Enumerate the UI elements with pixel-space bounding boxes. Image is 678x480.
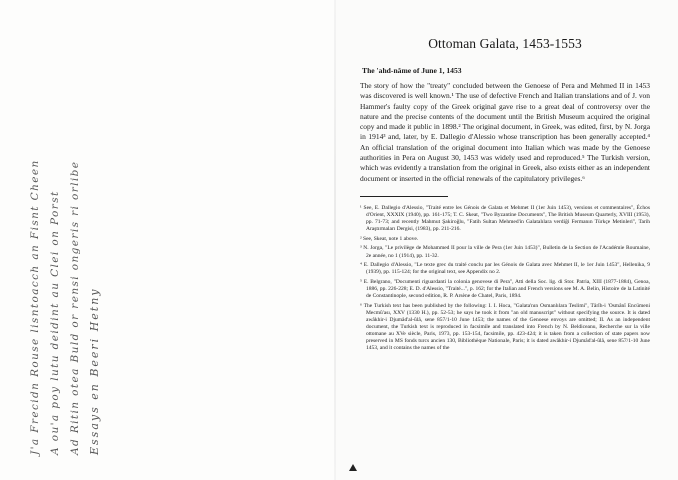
footnote: ³ N. Jorga, "Le privilège de Mohammed II pour la ville de Pera (1er Juin 1453)", Bulletin de la Section de l'Académie Roumaine, 2e année, no 1 (1914), pp. 11-32. [360,245,650,259]
page-content [360,36,650,355]
footnotes [360,205,650,352]
page-title: Ottoman Galata, 1453-1553 [428,36,582,51]
handwritten-line: A ou'a poy lutu deidint au Clei on Porst [49,190,61,455]
footnote: ⁶ The Turkish text has been published by the following: I. I. Hoca, "Galata'nın Osmanlılara Teslimi", Târîh-i 'Osmânî Encümeni Mecmû'ası, XXV (1330 H.), pp. 52-53; he says he took it from "an old manuscript" without specifying the source. It is dated awâkhir-i Djumâd'al-ûlâ, sene 857/1-10 June 1453; the names of the Genoese envoys are omitted; II. As an independent document, the Turkish text is reproduced in facsimile and translated into French by N. Beldiceanu, Recherche sur la ville ottomane au XVe siècle, Paris, 1973, pp. 153-154, facsimile, pp. 423-424; it is taken from a collection of state papers now preserved in MS fonds turcs ancien 130, Bibliothèque Nationale, Paris; it is dated awâkhir-i Djumâd'al-ûlâ, sene 857/1-10 June 1453, and it contains the names of the [360,302,650,352]
footnote: ⁵ E. Belgrano, "Documenti riguardanti la colonia genovese di Pera", Atti della Soc. lig. di Stor. Patria, XIII (1877-1884), Genoa, 1886, pp. 226-228; E. D. d'Alessio, "Traité...", p. 162; for the Italian and French versions see M. A. Belin, Histoire de la Latinité de Constantinople, second edition, R. P. Arsène de Chatel, Paris, 1894. [360,278,650,299]
handwritten-line: Ad Ritin otea Buld or rensi ongeris ri orlibe [69,160,81,455]
left-margin [0,0,335,480]
handwritten-line: J'a Frecidn Rouse lisntoacch an Fisnt Cheen [29,159,41,455]
footnote: ⁴ E. Dallegio d'Alessio, "Le texte grec du traité conclu par les Génois de Galata avec Mehmet II, le 1er Juin 1453", Hellenika, 9 (1939), pp. 115-124; for the original text, see Appendix no 2. [360,262,650,276]
page-fold [334,0,336,480]
section-heading: The 'ahd-nâme of June 1, 1453 [362,66,462,75]
body-paragraph: The story of how the "treaty" concluded between the Genoese of Pera and Mehmed II in 1453 was discovered is well known.¹ The use of defective French and Italian translations and of J. von Hammer's faulty copy of the Greek original gave rise to a great deal of controversy over the nature and the precise contents of the document until the British Museum acquired the original copy and made it public in 1898.² The original document, in Greek, was edited, first, by N. Jorga in 1914³ and, later, by E. Dallegio d'Alessio whose transcription has been generally accepted.⁴ An official translation of the original document into Italian which was made by the Genoese authorities in Pera on August 30, 1453 was widely used and reproduced.⁵ The Turkish version, which was evidently a translation from the original in Greek, also exists either as an independent document or inserted in the official renewals of the capitulatory privileges.⁶ [360,81,650,183]
handwritten-inscription [25,15,105,455]
footnote: ¹ See, E. Dallegio d'Alessio, "Traité entre les Génois de Galata et Mehmet II (1er Juin 1453), versions et commentaires", Échos d'Orient, XXXIX (1940), pp. 161-175; T. C. Skeat, "Two Byzantine Documents", The British Museum Quarterly, XVIII (1953), pp. 71-73; and recently Mahmut Şakiroğlu, "Fatih Sultan Mehmed'in Galatalılara verdiği Fermanın Türkçe Metinleri", Tarih Araştırmaları Dergisi, (1983), pp. 211-216. [360,204,650,233]
footnote-divider [360,196,448,197]
triangle-mark-icon [349,464,357,471]
handwritten-line: Essays en Beeri Hetny [88,287,101,455]
footnote: ² See, Skeat, note 1 above. [360,235,419,242]
